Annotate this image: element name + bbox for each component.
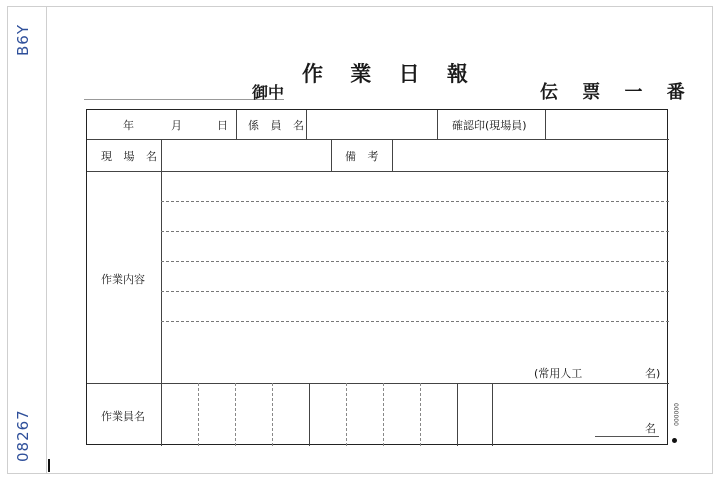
serial-number: 000000 (672, 403, 679, 426)
row-divider (87, 383, 669, 384)
worker-count-unit: 名 (645, 422, 656, 435)
worker-cell-divider (383, 383, 384, 446)
cell-divider (437, 110, 438, 139)
site-name-label: 現 場 名 (101, 150, 161, 163)
work-line[interactable] (161, 321, 669, 322)
confirmation-seal-label: 確認印(現場員) (452, 119, 527, 132)
worker-cell-divider (492, 383, 493, 446)
work-line[interactable] (161, 201, 669, 202)
worker-cell-divider (198, 383, 199, 446)
worker-count-line[interactable] (595, 436, 659, 437)
worker-names-label: 作業員名 (101, 410, 145, 423)
report-form (86, 109, 668, 445)
work-line[interactable] (161, 291, 669, 292)
worker-cell-divider (235, 383, 236, 446)
row-divider (87, 171, 669, 172)
edge-mark (48, 459, 50, 472)
cell-divider (392, 139, 393, 171)
binding-margin-line (46, 6, 47, 474)
staff-name-label: 係 員 名 (248, 119, 308, 132)
worker-cell-divider (346, 383, 347, 446)
worker-cell-divider (420, 383, 421, 446)
regular-labor-label: (常用人工 (534, 367, 583, 380)
month-label: 月 (171, 119, 182, 132)
label-column-divider (161, 171, 162, 446)
form-title: 作 業 日 報 (302, 62, 478, 86)
cell-divider (236, 110, 237, 139)
regular-labor-unit: 名) (645, 367, 661, 380)
brand-name: 伝 票 一 番 (540, 82, 694, 103)
worker-cell-divider (272, 383, 273, 446)
worker-cell-divider (457, 383, 458, 446)
remarks-label: 備 考 (345, 150, 383, 163)
product-number: 08267 (14, 409, 32, 463)
work-content-label: 作業内容 (101, 273, 145, 286)
work-line[interactable] (161, 261, 669, 262)
form-code: B6Y (14, 24, 32, 56)
day-label: 日 (217, 119, 228, 132)
year-label: 年 (123, 119, 134, 132)
serial-dot (672, 438, 677, 443)
cell-divider (545, 110, 546, 139)
cell-divider (331, 139, 332, 171)
recipient-honorific: 御中 (252, 83, 285, 102)
work-line[interactable] (161, 231, 669, 232)
cell-divider (161, 139, 162, 171)
worker-cell-divider (309, 383, 310, 446)
row-divider (87, 139, 669, 140)
